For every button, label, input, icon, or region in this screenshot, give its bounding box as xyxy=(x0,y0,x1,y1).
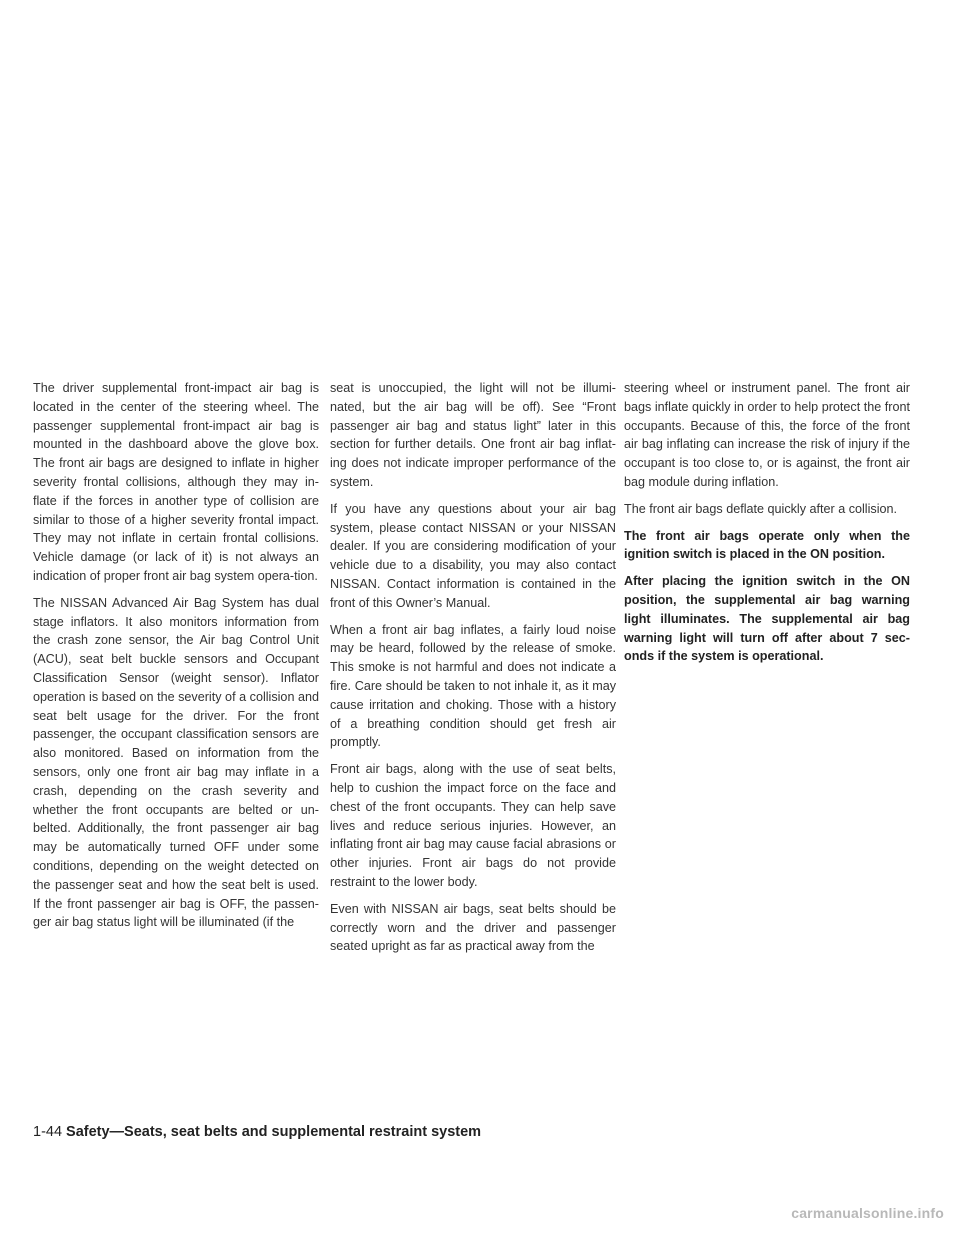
watermark-text: carmanualsonline.info xyxy=(791,1205,944,1221)
section-title: Safety—Seats, seat belts and supplemental restraint system xyxy=(66,1124,482,1140)
page-number: 1-44 xyxy=(33,1124,63,1140)
paragraph: The front air bags operate only when the ignition switch is placed in the ON position. xyxy=(624,528,910,562)
text-column-1 xyxy=(33,379,319,940)
paragraph: seat is unoccupied, the light will not be illumi-nated, but the air bag will be off). See “Front passenger air bag and status light” later in this section for further details. One front air bag inflat-ing does not indicate improper performance of the system. xyxy=(330,381,616,489)
paragraph: The driver supplemental front-impact air bag is located in the center of the steering wheel. The passenger supplemental front-impact air bag is mounted in the dashboard above the glove box. The front air bags are designed to inflate in higher severity frontal collisions, although they may in-flate if the forces in another type of collision are similar to those of a higher severity frontal impact. They may not inflate in certain frontal collisions. Vehicle damage (or lack of it) is not always an indication of proper front air bag system opera-tion. xyxy=(33,381,319,583)
text-column-3 xyxy=(624,379,910,674)
paragraph: When a front air bag inflates, a fairly loud noise may be heard, followed by the release of smoke. This smoke is not harmful and does not indicate a fire. Care should be taken to not inhale it, as it may cause irritation and choking. Those with a history of a breathing condition should get fresh air promptly. xyxy=(330,622,616,750)
page-footer xyxy=(33,1124,481,1140)
paragraph: The front air bags deflate quickly after a collision. xyxy=(624,501,898,516)
paragraph: After placing the ignition switch in the ON position, the supplemental air bag warning light illuminates. The supplemental air bag warning light will turn off after about 7 sec-onds if the system is operational. xyxy=(624,574,910,664)
paragraph: steering wheel or instrument panel. The front air bags inflate quickly in order to help protect the front occupants. Because of this, the force of the front air bag inflating can increase the risk of injury if the occupant is too close to, or is against, the front air bag module during inflation. xyxy=(624,381,910,489)
paragraph: Even with NISSAN air bags, seat belts should be correctly worn and the driver and passenger seated upright as far as practical away from the xyxy=(330,901,616,954)
text-column-2 xyxy=(330,379,616,964)
paragraph: If you have any questions about your air bag system, please contact NISSAN or your NISSAN dealer. If you are considering modification of your vehicle due to a disability, you may also contact NISSAN. Contact information is contained in the front of this Owner’s Manual. xyxy=(330,501,616,610)
paragraph: Front air bags, along with the use of seat belts, help to cushion the impact force on the face and chest of the front occupants. They can help save lives and reduce serious injuries. However, an inflating front air bag may cause facial abrasions or other injuries. Front air bags do not provide restraint to the lower body. xyxy=(330,762,616,889)
paragraph: The NISSAN Advanced Air Bag System has dual stage inflators. It also monitors information from the crash zone sensor, the Air bag Control Unit (ACU), seat belt buckle sensors and Occupant Classification Sensor (weight sensor). Inflator operation is based on the severity of a collision and seat belt usage for the driver. For the front passenger, the occupant classification sensors are also monitored. Based on information from the sensors, only one front air bag may inflate in a crash, depending on the crash severity and whether the front occupants are belted or un-belted. Additionally, the front passenger air bag may be automatically turned OFF under some conditions, depending on the weight detected on the passenger seat and how the seat belt is used. If the front passenger air bag is OFF, the passen-ger air bag status light will be illuminated (if the xyxy=(33,595,319,930)
